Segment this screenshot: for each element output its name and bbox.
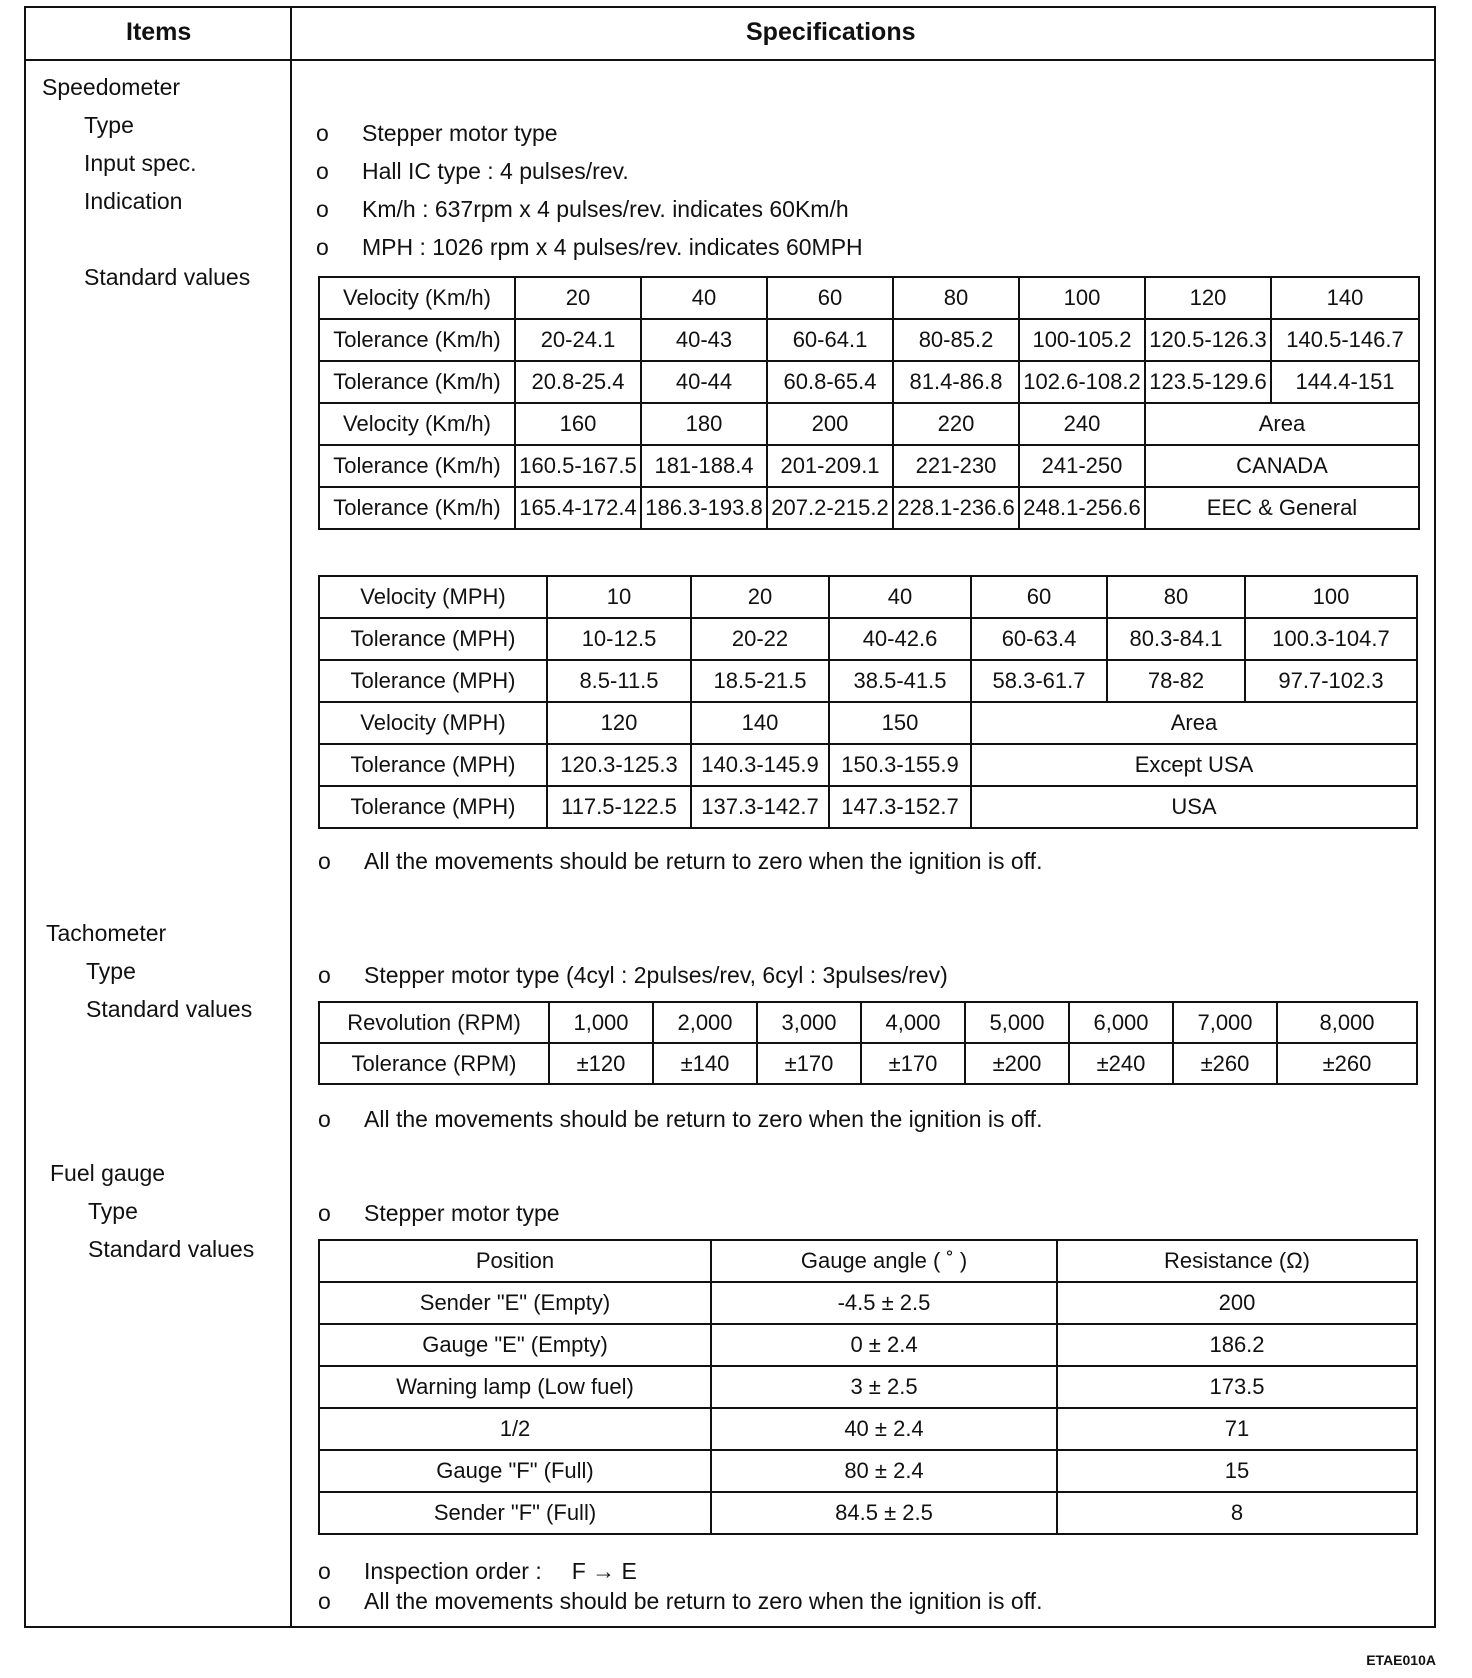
tachometer-type-label: Type	[86, 958, 136, 984]
table-cell: 1/2	[319, 1408, 711, 1450]
table-cell: Sender "E" (Empty)	[319, 1282, 711, 1324]
table-cell: ±170	[861, 1043, 965, 1084]
table-cell: 97.7-102.3	[1245, 660, 1417, 702]
table-cell: 80	[893, 277, 1019, 319]
table-cell: 80-85.2	[893, 319, 1019, 361]
table-cell: 150	[829, 702, 971, 744]
table-cell: Gauge angle ( ˚ )	[711, 1240, 1057, 1282]
table-cell: Tolerance (MPH)	[319, 786, 547, 828]
table-cell: 180	[641, 403, 767, 445]
table-cell: 220	[893, 403, 1019, 445]
speedometer-type-label: Type	[84, 112, 134, 138]
table-cell: Revolution (RPM)	[319, 1002, 549, 1043]
table-row	[319, 1043, 1417, 1084]
table-cell: 80.3-84.1	[1107, 618, 1245, 660]
table-cell: 20.8-25.4	[515, 361, 641, 403]
table-cell: 58.3-61.7	[971, 660, 1107, 702]
table-cell: 40	[641, 277, 767, 319]
fuel-gauge-type-label: Type	[88, 1198, 138, 1224]
table-cell: 181-188.4	[641, 445, 767, 487]
table-cell: 20-24.1	[515, 319, 641, 361]
speedometer-input-label: Input spec.	[84, 150, 197, 176]
table-cell: Tolerance (Km/h)	[319, 487, 515, 529]
table-cell: 200	[767, 403, 893, 445]
table-cell: 40-44	[641, 361, 767, 403]
table-cell: Tolerance (MPH)	[319, 618, 547, 660]
table-row	[319, 618, 1417, 660]
table-cell: 100	[1245, 576, 1417, 618]
table-row	[319, 445, 1419, 487]
table-cell: Position	[319, 1240, 711, 1282]
table-row	[319, 702, 1417, 744]
table-cell: 140	[691, 702, 829, 744]
table-cell: 228.1-236.6	[893, 487, 1019, 529]
table-cell: 140	[1271, 277, 1419, 319]
table-cell: 40-43	[641, 319, 767, 361]
table-cell: 4,000	[861, 1002, 965, 1043]
table-cell: Gauge "F" (Full)	[319, 1450, 711, 1492]
fuel-gauge-standard-label: Standard values	[88, 1236, 255, 1262]
tachometer-note: o All the movements should be return to zero when the ignition is off.	[318, 1106, 1043, 1132]
table-row	[319, 744, 1417, 786]
speedometer-kmh-table	[318, 276, 1420, 530]
table-cell: 40	[829, 576, 971, 618]
table-cell: Area	[1145, 403, 1419, 445]
table-row	[319, 1450, 1417, 1492]
speedometer-mph-table	[318, 575, 1418, 829]
table-cell: Tolerance (RPM)	[319, 1043, 549, 1084]
table-cell: 140.3-145.9	[691, 744, 829, 786]
table-cell: 8,000	[1277, 1002, 1417, 1043]
table-cell: CANADA	[1145, 445, 1419, 487]
table-cell: 20	[691, 576, 829, 618]
table-cell: 8.5-11.5	[547, 660, 691, 702]
table-cell: 3,000	[757, 1002, 861, 1043]
table-cell: Tolerance (Km/h)	[319, 319, 515, 361]
table-cell: ±140	[653, 1043, 757, 1084]
table-cell: ±260	[1173, 1043, 1277, 1084]
table-cell: 2,000	[653, 1002, 757, 1043]
speedometer-mph-bullet: o MPH : 1026 rpm x 4 pulses/rev. indicates 60MPH	[316, 234, 863, 260]
table-cell: EEC & General	[1145, 487, 1419, 529]
table-cell: -4.5 ± 2.5	[711, 1282, 1057, 1324]
table-cell: 71	[1057, 1408, 1417, 1450]
table-cell: 120	[1145, 277, 1271, 319]
table-cell: 100	[1019, 277, 1145, 319]
table-cell: Velocity (Km/h)	[319, 403, 515, 445]
table-row	[319, 361, 1419, 403]
table-cell: Velocity (MPH)	[319, 576, 547, 618]
table-cell: 5,000	[965, 1002, 1069, 1043]
table-row	[319, 786, 1417, 828]
table-row	[319, 1408, 1417, 1450]
table-cell: Warning lamp (Low fuel)	[319, 1366, 711, 1408]
tachometer-type-bullet: o Stepper motor type (4cyl : 2pulses/rev, 6cyl : 3pulses/rev)	[318, 962, 948, 988]
table-cell: ±240	[1069, 1043, 1173, 1084]
table-cell: 160	[515, 403, 641, 445]
specifications-header: Specifications	[746, 18, 916, 46]
table-row	[319, 576, 1417, 618]
table-cell: ±170	[757, 1043, 861, 1084]
table-row	[319, 487, 1419, 529]
table-cell: 6,000	[1069, 1002, 1173, 1043]
table-cell: 7,000	[1173, 1002, 1277, 1043]
table-cell: 144.4-151	[1271, 361, 1419, 403]
table-cell: Tolerance (Km/h)	[319, 445, 515, 487]
tachometer-title: Tachometer	[46, 920, 167, 946]
fuel-gauge-table	[318, 1239, 1418, 1535]
speedometer-note: o All the movements should be return to zero when the ignition is off.	[318, 848, 1043, 874]
table-cell: 40 ± 2.4	[711, 1408, 1057, 1450]
fuel-gauge-inspection-bullet: o Inspection order : F → E	[318, 1558, 637, 1584]
speedometer-kmh-bullet: o Km/h : 637rpm x 4 pulses/rev. indicates 60Km/h	[316, 196, 849, 222]
table-cell: 100.3-104.7	[1245, 618, 1417, 660]
table-cell: 221-230	[893, 445, 1019, 487]
table-cell: 240	[1019, 403, 1145, 445]
column-divider	[290, 8, 292, 1626]
table-cell: ±260	[1277, 1043, 1417, 1084]
table-cell: Velocity (MPH)	[319, 702, 547, 744]
table-cell: Tolerance (Km/h)	[319, 361, 515, 403]
fuel-gauge-type-bullet: o Stepper motor type	[318, 1200, 560, 1226]
table-cell: 8	[1057, 1492, 1417, 1534]
table-row	[319, 1240, 1417, 1282]
table-cell: Velocity (Km/h)	[319, 277, 515, 319]
table-cell: 78-82	[1107, 660, 1245, 702]
table-row	[319, 1324, 1417, 1366]
table-cell: 150.3-155.9	[829, 744, 971, 786]
speedometer-title: Speedometer	[42, 74, 181, 100]
table-cell: 120.5-126.3	[1145, 319, 1271, 361]
speedometer-standard-label: Standard values	[84, 264, 251, 290]
table-cell: 100-105.2	[1019, 319, 1145, 361]
table-cell: 38.5-41.5	[829, 660, 971, 702]
table-cell: 248.1-256.6	[1019, 487, 1145, 529]
table-cell: 140.5-146.7	[1271, 319, 1419, 361]
items-header: Items	[126, 18, 192, 46]
table-row	[319, 1282, 1417, 1324]
table-cell: Tolerance (MPH)	[319, 744, 547, 786]
table-cell: 18.5-21.5	[691, 660, 829, 702]
table-cell: 173.5	[1057, 1366, 1417, 1408]
table-cell: 10	[547, 576, 691, 618]
header-divider	[26, 59, 1434, 61]
table-cell: 147.3-152.7	[829, 786, 971, 828]
table-row	[319, 319, 1419, 361]
table-cell: 207.2-215.2	[767, 487, 893, 529]
figure-code: ETAE010A	[1366, 1652, 1436, 1668]
table-cell: 241-250	[1019, 445, 1145, 487]
fuel-gauge-title: Fuel gauge	[50, 1160, 166, 1186]
table-cell: USA	[971, 786, 1417, 828]
table-cell: Area	[971, 702, 1417, 744]
table-cell: 81.4-86.8	[893, 361, 1019, 403]
tachometer-table	[318, 1001, 1418, 1085]
table-row	[319, 1492, 1417, 1534]
table-cell: 117.5-122.5	[547, 786, 691, 828]
table-cell: 15	[1057, 1450, 1417, 1492]
table-row	[319, 1366, 1417, 1408]
table-cell: 80 ± 2.4	[711, 1450, 1057, 1492]
table-cell: 160.5-167.5	[515, 445, 641, 487]
table-cell: 60	[971, 576, 1107, 618]
table-cell: 60	[767, 277, 893, 319]
table-cell: 60-64.1	[767, 319, 893, 361]
speedometer-type-bullet: o Stepper motor type	[316, 120, 558, 146]
table-cell: 20	[515, 277, 641, 319]
table-cell: Resistance (Ω)	[1057, 1240, 1417, 1282]
table-cell: 60-63.4	[971, 618, 1107, 660]
table-cell: 120.3-125.3	[547, 744, 691, 786]
table-cell: 120	[547, 702, 691, 744]
table-cell: 20-22	[691, 618, 829, 660]
table-cell: Gauge "E" (Empty)	[319, 1324, 711, 1366]
table-cell: 60.8-65.4	[767, 361, 893, 403]
table-row	[319, 403, 1419, 445]
table-cell: 201-209.1	[767, 445, 893, 487]
table-cell: 0 ± 2.4	[711, 1324, 1057, 1366]
speedometer-input-bullet: o Hall IC type : 4 pulses/rev.	[316, 158, 629, 184]
table-cell: ±200	[965, 1043, 1069, 1084]
table-cell: 186.3-193.8	[641, 487, 767, 529]
table-cell: 3 ± 2.5	[711, 1366, 1057, 1408]
tachometer-standard-label: Standard values	[86, 996, 253, 1022]
table-cell: 10-12.5	[547, 618, 691, 660]
table-cell: 80	[1107, 576, 1245, 618]
speedometer-indication-label: Indication	[84, 188, 183, 214]
table-cell: 1,000	[549, 1002, 653, 1043]
table-cell: Tolerance (MPH)	[319, 660, 547, 702]
table-cell: 40-42.6	[829, 618, 971, 660]
table-cell: 123.5-129.6	[1145, 361, 1271, 403]
table-cell: 84.5 ± 2.5	[711, 1492, 1057, 1534]
table-row	[319, 1002, 1417, 1043]
table-cell: ±120	[549, 1043, 653, 1084]
table-cell: Except USA	[971, 744, 1417, 786]
fuel-gauge-note: o All the movements should be return to zero when the ignition is off.	[318, 1588, 1043, 1614]
table-cell: 200	[1057, 1282, 1417, 1324]
table-cell: 165.4-172.4	[515, 487, 641, 529]
table-cell: 137.3-142.7	[691, 786, 829, 828]
table-cell: 186.2	[1057, 1324, 1417, 1366]
table-row	[319, 660, 1417, 702]
table-cell: Sender "F" (Full)	[319, 1492, 711, 1534]
table-cell: 102.6-108.2	[1019, 361, 1145, 403]
table-row	[319, 277, 1419, 319]
